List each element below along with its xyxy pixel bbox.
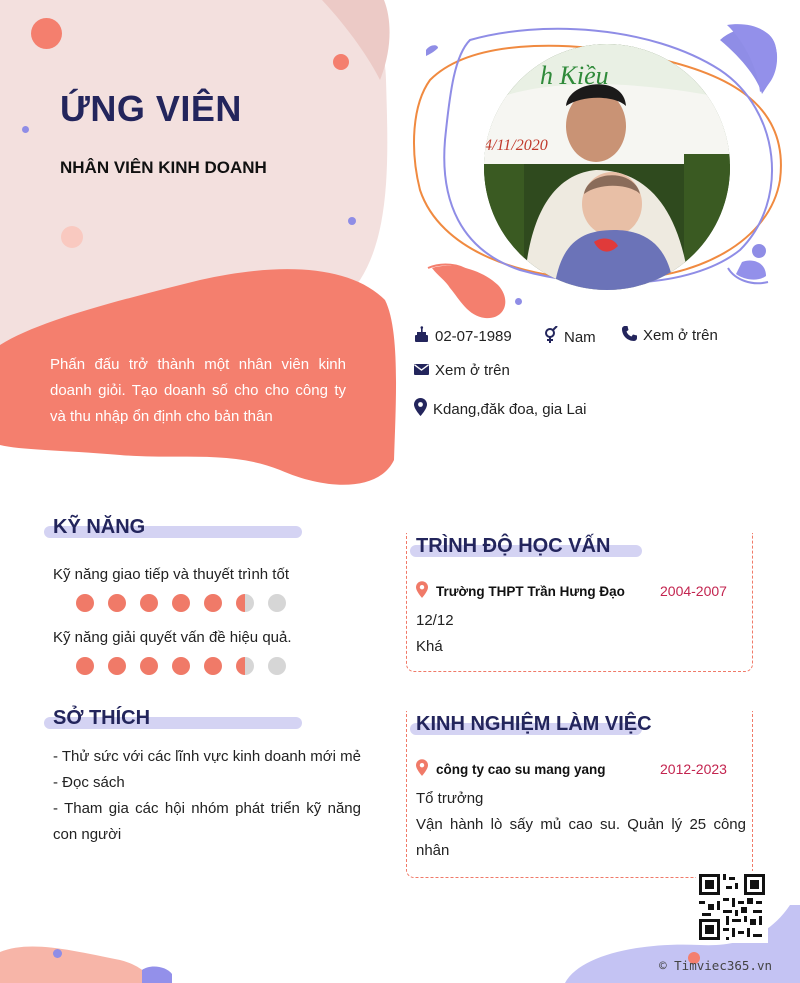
decorative-dot (333, 54, 349, 70)
contact-email (414, 362, 510, 379)
hobby-item: - Tham gia các hội nhóm phát triển kỹ năng con người (53, 800, 361, 843)
education-school (416, 581, 625, 601)
svg-text:h Kiều: h Kiều (540, 61, 609, 90)
decorative-dot (53, 949, 62, 958)
rating-dot (76, 594, 94, 612)
rating-dot (140, 594, 158, 612)
career-objective: Phấn đấu trở thành một nhân viên kinh doanh giỏi. Tạo doanh số cho cho công ty và thu nhập ổn định cho bản thân (50, 356, 346, 425)
rating-dot (140, 657, 158, 675)
candidate-name: ỨNG VIÊN (60, 88, 242, 129)
skills-title: KỸ NĂNG (53, 516, 146, 538)
skill-name: Kỹ năng giao tiếp và thuyết trình tốt (53, 566, 289, 583)
profile-photo (484, 44, 730, 290)
svg-text:4/11/2020: 4/11/2020 (484, 137, 548, 154)
qr-code (696, 871, 768, 943)
address-value: Kdang,đăk đoa, gia Lai (433, 400, 587, 418)
contact-phone (622, 326, 718, 345)
email-value: Xem ở trên (435, 362, 510, 379)
location-pin-icon (416, 759, 428, 779)
hobbies-title: SỞ THÍCH (53, 707, 151, 729)
gender-value: Nam (564, 328, 596, 346)
experience-company (416, 759, 606, 779)
rating-dot (268, 594, 286, 612)
education-title: TRÌNH ĐỘ HỌC VẤN (416, 535, 611, 557)
rating-dot (108, 594, 126, 612)
hobbies-list (53, 744, 361, 848)
birthday-value: 02-07-1989 (435, 328, 512, 345)
skill-name: Kỹ năng giải quyết vấn đề hiệu quả. (53, 629, 292, 646)
location-icon (414, 398, 427, 420)
rating-dot (204, 594, 222, 612)
experience-description: Vận hành lò sấy mủ cao su. Quản lý 25 công nhân (416, 816, 746, 859)
education-grade: 12/12 (416, 612, 454, 629)
contact-gender (544, 326, 596, 348)
experience-title: KINH NGHIỆM LÀM VIỆC (416, 713, 652, 735)
mail-icon (414, 362, 429, 379)
gender-icon (544, 326, 558, 348)
experience-role: Tổ trưởng (416, 790, 484, 807)
education-rank: Khá (416, 638, 443, 655)
rating-dot (236, 657, 254, 675)
phone-icon (622, 326, 637, 345)
footer-brand: © Timviec365.vn (659, 958, 772, 973)
birthday-cake-icon (414, 326, 429, 347)
experience-period: 2012-2023 (660, 761, 727, 777)
decorative-dot (752, 244, 766, 258)
contact-birthday (414, 326, 512, 347)
rating-dot (236, 594, 254, 612)
rating-dot (76, 657, 94, 675)
education-period: 2004-2007 (660, 583, 727, 599)
skill-rating (76, 657, 286, 675)
contact-address (414, 398, 586, 420)
rating-dot (172, 657, 190, 675)
candidate-position: NHÂN VIÊN KINH DOANH (60, 158, 267, 177)
phone-value: Xem ở trên (643, 327, 718, 344)
hobby-item: - Đọc sách (53, 774, 125, 791)
decorative-dot (515, 298, 522, 305)
company-name: công ty cao su mang yang (436, 761, 606, 777)
rating-dot (108, 657, 126, 675)
rating-dot (172, 594, 190, 612)
skill-rating (76, 594, 286, 612)
decorative-dot (31, 18, 62, 49)
school-name: Trường THPT Trần Hưng Đạo (436, 583, 625, 599)
decorative-dot (61, 226, 83, 248)
decorative-dot (22, 126, 29, 133)
rating-dot (204, 657, 222, 675)
rating-dot (268, 657, 286, 675)
hobby-item: - Thử sức với các lĩnh vực kinh doanh mới mẻ (53, 748, 361, 765)
location-pin-icon (416, 581, 428, 601)
decorative-dot (348, 217, 356, 225)
